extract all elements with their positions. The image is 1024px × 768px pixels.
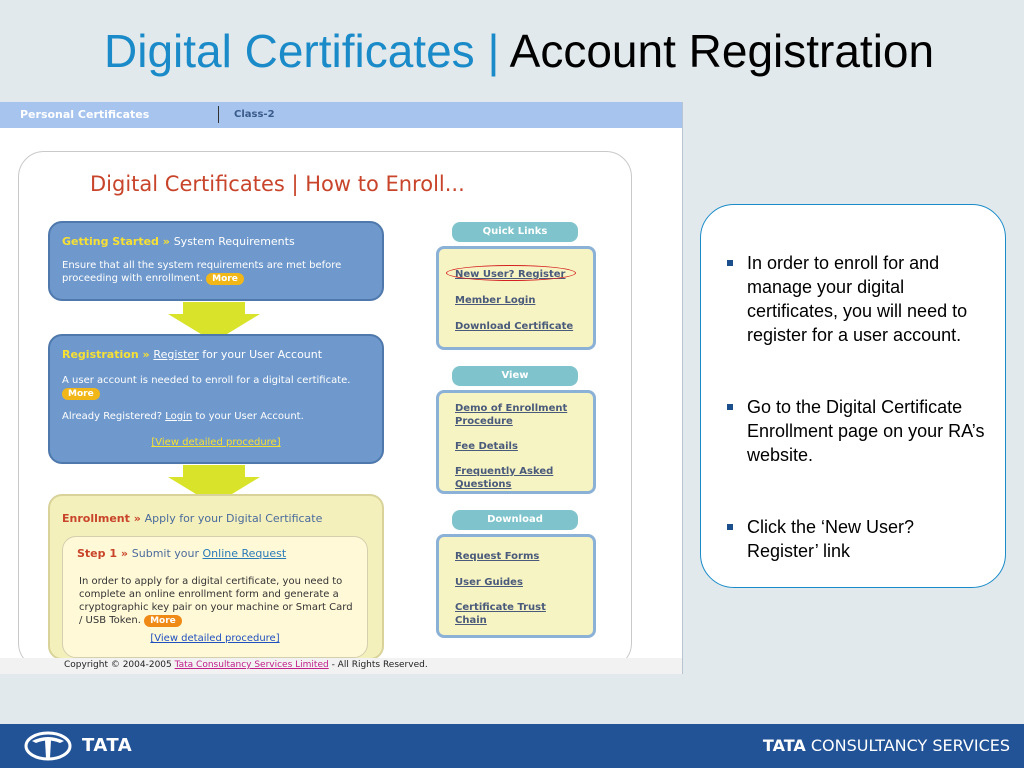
enrollment-title: Apply for your Digital Certificate xyxy=(144,512,323,525)
tab-class-2[interactable]: Class-2 xyxy=(234,109,275,120)
tab-bar xyxy=(0,102,682,128)
step-1-header xyxy=(77,547,286,560)
slide-title-part1: Digital Certificates | xyxy=(104,25,510,77)
getting-started-text-block xyxy=(62,259,372,285)
view-procedure-link[interactable]: [View detailed procedure] xyxy=(150,633,280,644)
step-separator: » xyxy=(117,547,132,560)
bullet-text: Click the ‘New User? Register’ link xyxy=(747,517,915,561)
view-header: View xyxy=(452,366,578,386)
online-request-link[interactable]: Online Request xyxy=(202,547,287,560)
tcs-link[interactable]: Tata Consultancy Services Limited xyxy=(174,660,329,670)
step-title-prefix: Submit your xyxy=(131,547,203,560)
copyright-suffix: - All Rights Reserved. xyxy=(328,660,428,670)
step-1-text-block xyxy=(79,575,357,627)
registration-text-block xyxy=(62,374,372,400)
tab-personal-certificates[interactable]: Personal Certificates xyxy=(20,108,150,121)
register-link[interactable]: Register xyxy=(153,348,199,361)
tata-logo-icon xyxy=(24,731,72,761)
bullet-item xyxy=(727,515,989,563)
header-separator: » xyxy=(129,512,145,525)
footer-tata-brand: TATA xyxy=(82,735,133,756)
bullet-item xyxy=(727,251,989,347)
more-button[interactable]: More xyxy=(144,615,182,627)
view-box xyxy=(436,390,596,494)
registration-text: A user account is needed to enroll for a digital certificate. xyxy=(62,375,351,386)
copyright-prefix: Copyright © 2004-2005 xyxy=(64,660,175,670)
user-guides-link[interactable]: User Guides xyxy=(455,577,523,588)
system-requirements-title: System Requirements xyxy=(173,235,295,248)
quick-links-header: Quick Links xyxy=(452,222,578,242)
bullet-text: In order to enroll for and manage your digital certificates, you will need to register for a user account. xyxy=(747,253,968,345)
header-separator: » xyxy=(138,348,154,361)
demo-enrollment-link[interactable]: Demo of Enrollment Procedure xyxy=(455,403,568,427)
header-separator: » xyxy=(158,235,174,248)
instructions-bubble xyxy=(700,204,1006,588)
footer-tcs-tata: TATA xyxy=(762,736,806,755)
getting-started-text: Ensure that all the system requirements are met before proceeding with enrollment. xyxy=(62,260,342,284)
footer-tcs-rest: CONSULTANCY SERVICES xyxy=(805,736,1010,755)
download-certificate-link[interactable]: Download Certificate xyxy=(455,321,574,332)
request-forms-link[interactable]: Request Forms xyxy=(455,551,540,562)
member-login-link[interactable]: Member Login xyxy=(455,295,536,306)
bullet-item xyxy=(727,395,989,467)
highlight-oval xyxy=(446,265,576,281)
getting-started-card xyxy=(48,221,384,301)
faq-link[interactable]: Frequently Asked Questions xyxy=(455,466,554,490)
bullet-square-icon xyxy=(727,404,733,410)
new-user-register-link[interactable]: New User? Register xyxy=(455,269,566,280)
registration-label: Registration xyxy=(62,348,139,361)
getting-started-label: Getting Started xyxy=(62,235,159,248)
getting-started-header xyxy=(62,235,295,248)
login-link[interactable]: Login xyxy=(165,411,193,422)
copyright-text xyxy=(64,660,428,670)
footer-tcs-brand xyxy=(763,736,1010,755)
bullet-square-icon xyxy=(727,524,733,530)
slide-title xyxy=(104,25,935,77)
step-1-text: In order to apply for a digital certificate, you need to complete an online enrollment form and generate a cryptographic key pair on your machine or Smart Card / USB Token. xyxy=(79,576,353,626)
more-button[interactable]: More xyxy=(206,273,244,285)
footer-bar xyxy=(0,724,1024,768)
step-label: Step 1 xyxy=(77,547,117,560)
already-registered-prefix: Already Registered? xyxy=(62,411,166,422)
registration-header xyxy=(62,348,322,361)
quick-links-box xyxy=(436,246,596,350)
how-to-enroll-heading: Digital Certificates | How to Enroll... xyxy=(90,172,465,196)
enrollment-label: Enrollment xyxy=(62,512,130,525)
bullet-square-icon xyxy=(727,260,733,266)
enrollment-header xyxy=(62,512,322,525)
trust-chain-link[interactable]: Certificate Trust Chain xyxy=(455,602,546,626)
download-header: Download xyxy=(452,510,578,530)
download-box xyxy=(436,534,596,638)
more-button[interactable]: More xyxy=(62,388,100,400)
tab-divider xyxy=(218,106,219,123)
registration-title-rest: for your User Account xyxy=(198,348,323,361)
step-1-box xyxy=(62,536,368,658)
registration-card xyxy=(48,334,384,464)
slide-title-part2: Account Registration xyxy=(509,25,935,77)
already-registered-line xyxy=(62,410,372,423)
bullet-text: Go to the Digital Certificate Enrollment page on your RA’s website. xyxy=(747,397,985,465)
fee-details-link[interactable]: Fee Details xyxy=(455,441,518,452)
view-procedure-link[interactable]: [View detailed procedure] xyxy=(151,437,281,448)
copyright-bar xyxy=(0,658,682,674)
already-registered-suffix: to your User Account. xyxy=(192,411,304,422)
